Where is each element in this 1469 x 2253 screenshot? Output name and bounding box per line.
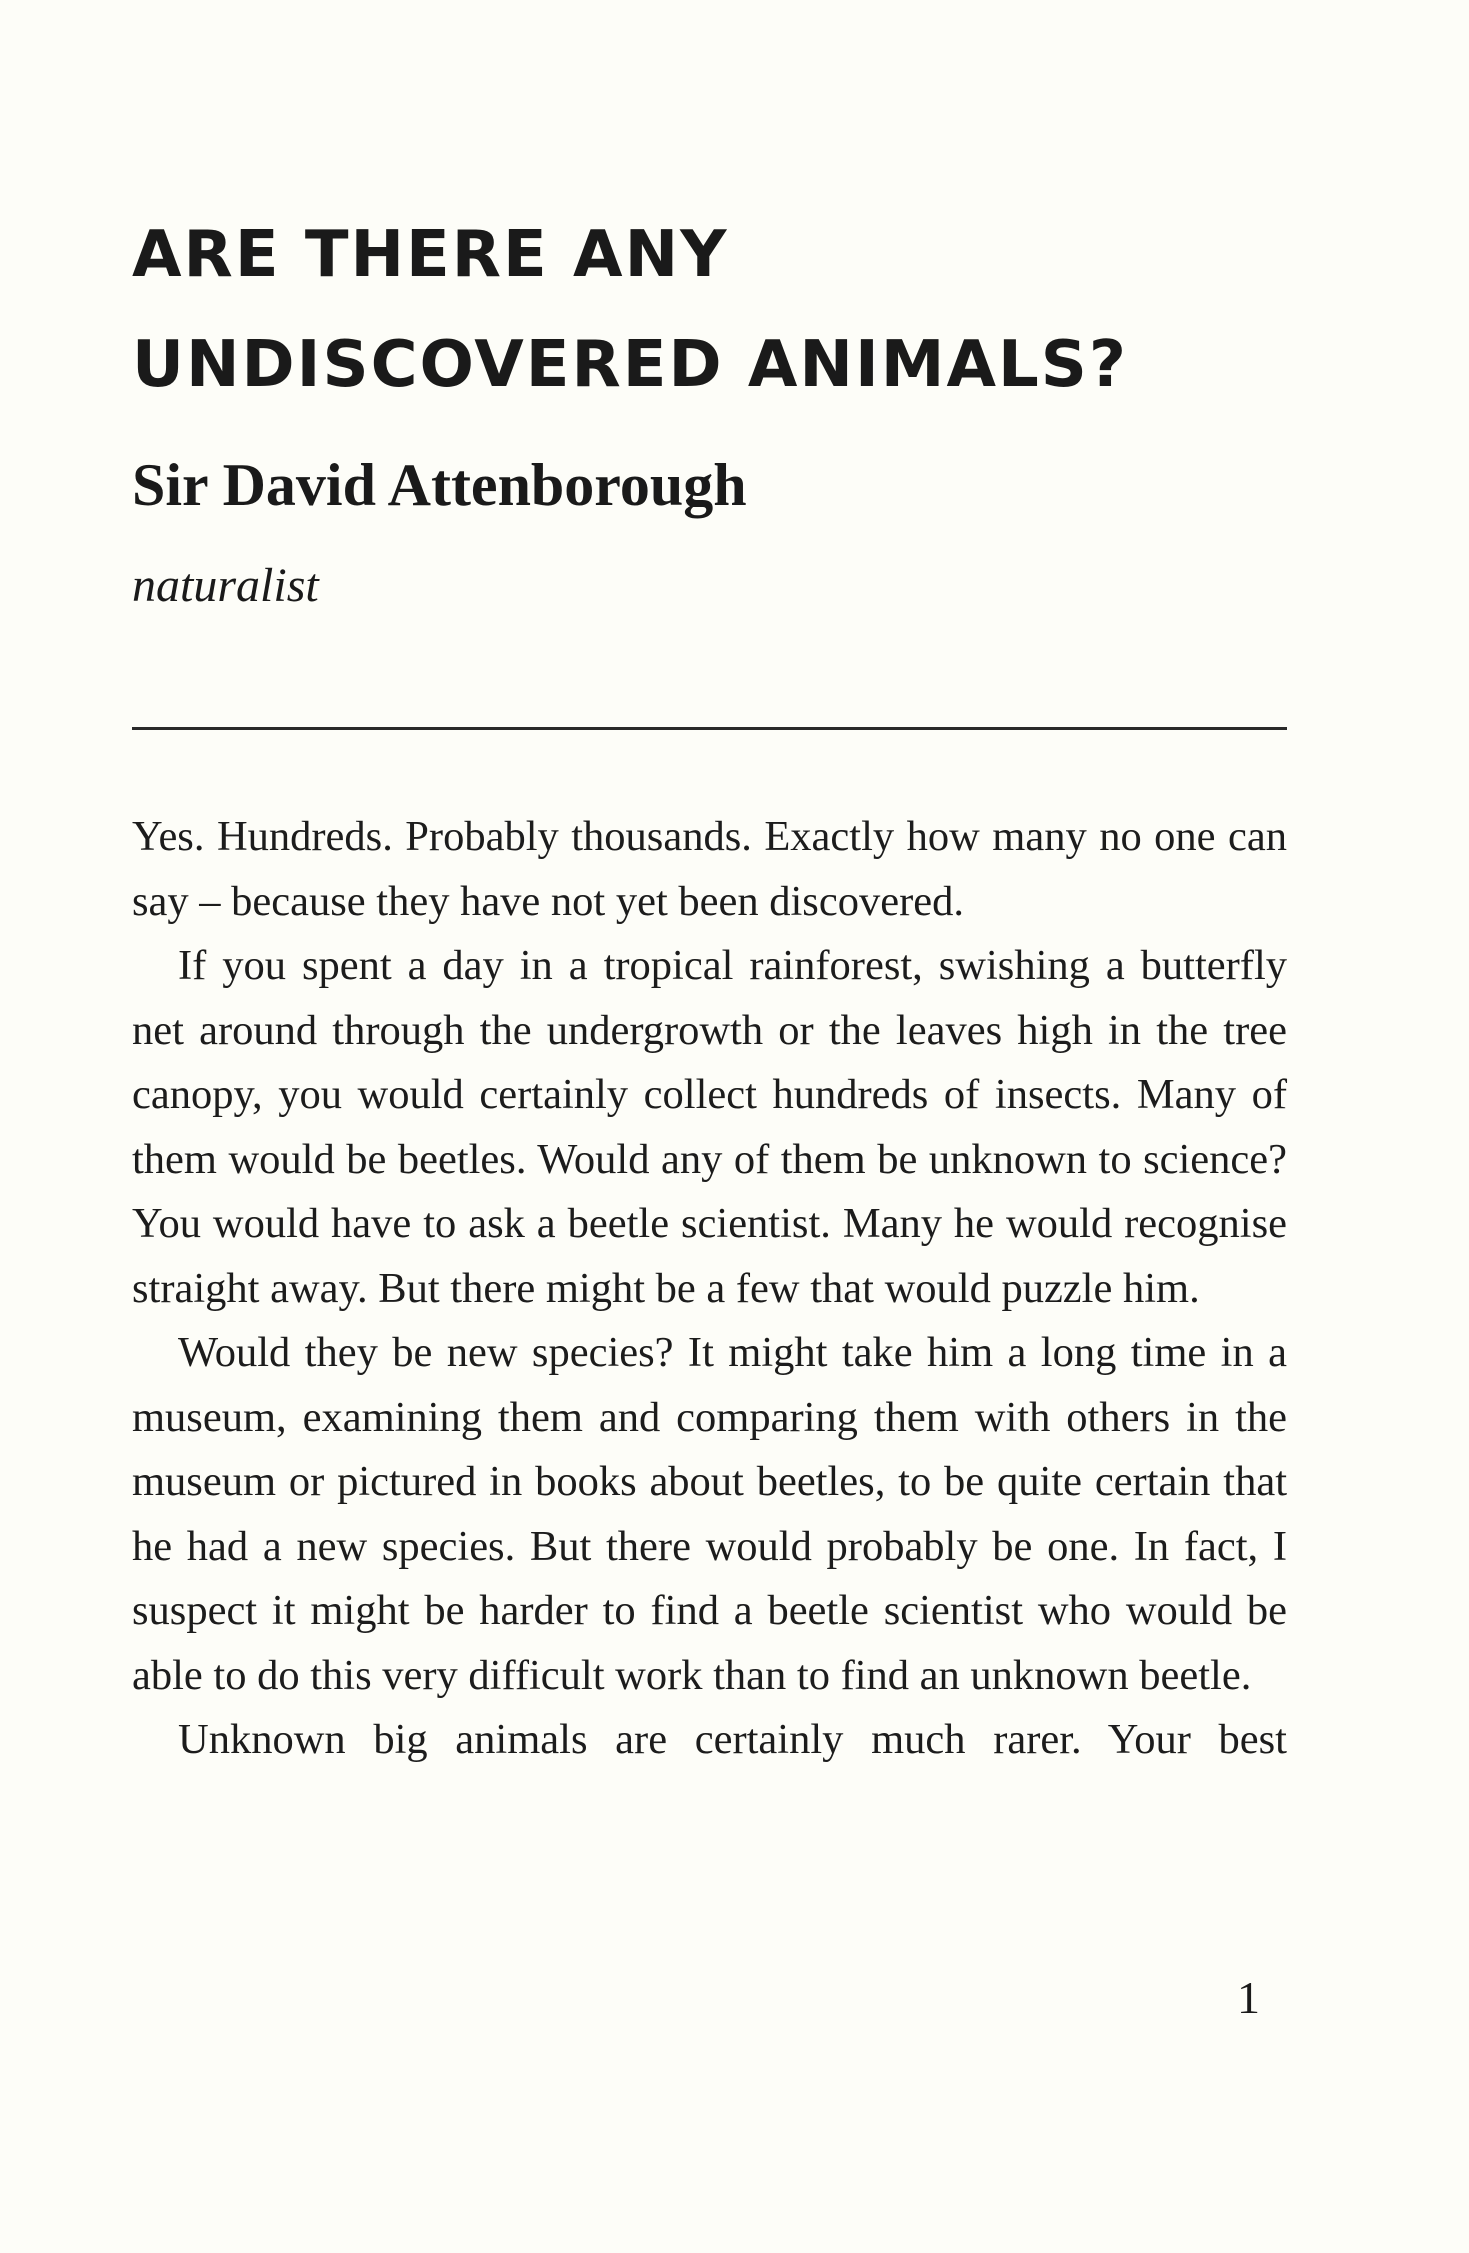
author-role: naturalist xyxy=(132,559,319,612)
author-name: Sir David Attenborough xyxy=(132,452,747,518)
paragraph: Unknown big animals are certainly much rarer. Your best xyxy=(178,1716,1287,1763)
paragraph: Would they be new species? It might take him a long time in a museum, examining them and comparing them with others in the museum or pictured in books about beetles, to be quite certain that he had a new species. But there would probably be one. In fact, I suspect it might be harder to find a beetle scientist who would be able to do this very difficult work than to find an unknown beetle. xyxy=(132,1329,1287,1699)
body-text xyxy=(132,805,1287,1773)
paragraph: If you spent a day in a tropical rainforest, swishing a butterfly net around through the undergrowth or the leaves high in the tree canopy, you would certainly collect hundreds of insects. Many of them would be beetles. Would any of them be unknown to science? You would have to ask a beetle scientist. Many he would recognise straight away. But there might be a few that would puzzle him. xyxy=(132,942,1287,1312)
page-number: 1 xyxy=(1237,1972,1260,2023)
chapter-title: ARE THERE ANY UNDISCOVERED ANIMALS? xyxy=(132,218,1128,402)
divider xyxy=(132,727,1287,730)
paragraph: Yes. Hundreds. Probably thousands. Exactly how many no one can say – because they have not yet been discovered. xyxy=(132,813,1287,925)
